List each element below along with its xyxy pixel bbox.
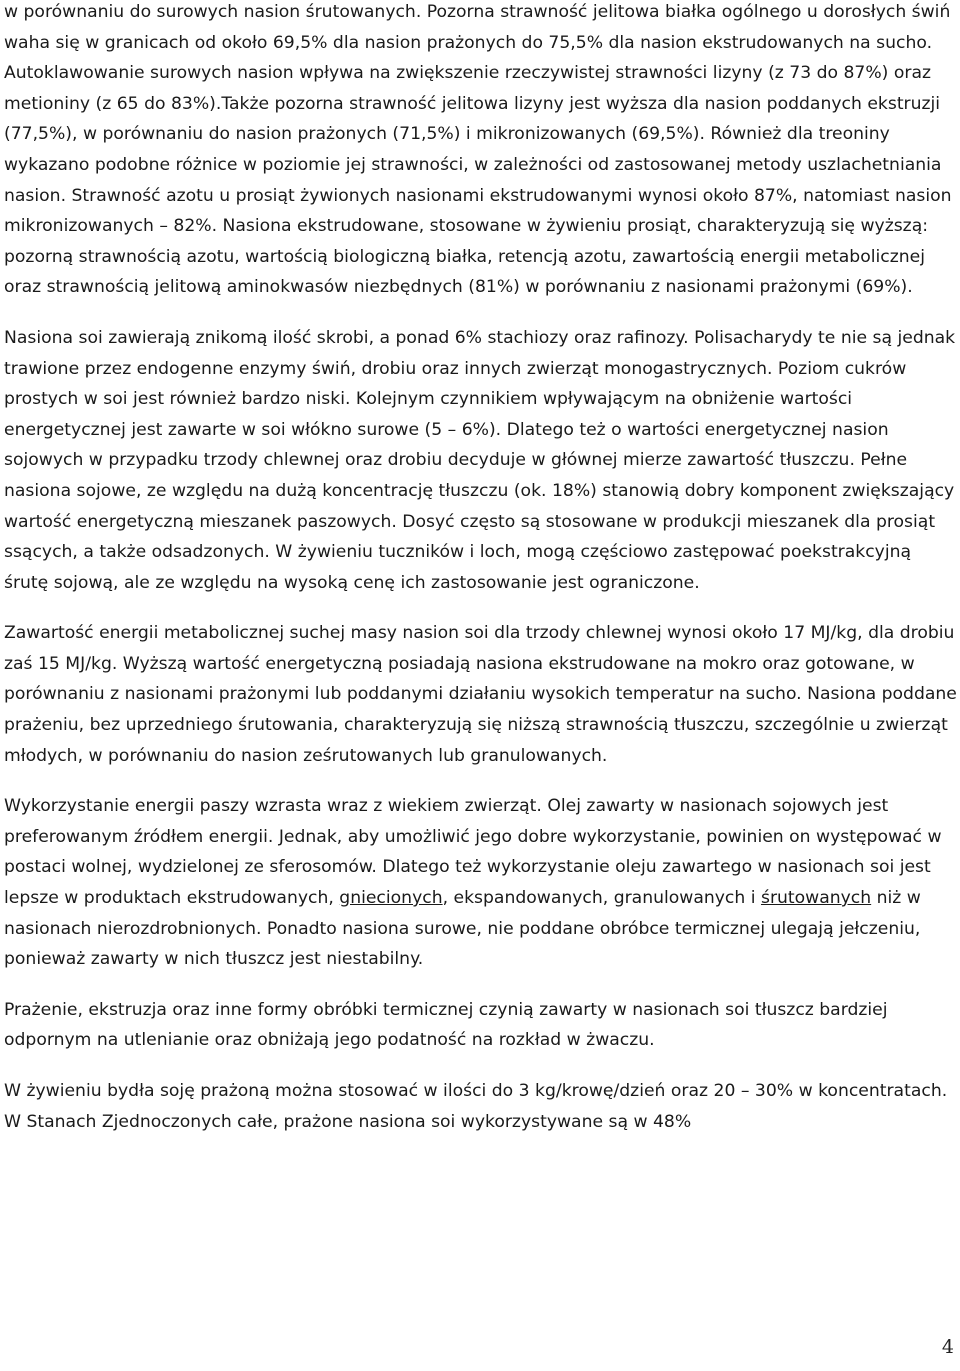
paragraph-metabolic-energy	[4, 618, 960, 771]
page-number: 4	[941, 1336, 954, 1359]
paragraph-text: Prażenie, ekstruzja oraz inne formy obróbki termicznej czynią zawarty w nasionach soi tłuszcz bardziej odpornym na utlenianie oraz obniżają jego podatność na rozkład w żwaczu.	[4, 999, 888, 1051]
paragraph-text: w porównaniu do surowych nasion śrutowanych. Pozorna strawność jelitowa białka ogólnego u dorosłych świń waha się w granicach od około 69,5% dla nasion prażonych do 75,5% dla nasion ekstrudowanych na sucho. Autoklawowanie surowych nasion wpływa na zwiększenie rzeczywistej strawności lizyny (z 73 do 87%) oraz metioniny (z 65 do 83%).	[4, 2, 951, 114]
paragraph-text: Także pozorna strawność jelitowa lizyny jest wyższa dla nasion poddanych ekstruzji (77,5%), w porównaniu do nasion prażonych (71,5%) i mikronizowanych (69,5%).	[4, 93, 941, 145]
paragraph-cattle-feeding	[4, 1076, 960, 1137]
paragraph-text: Nasiona soi zawierają znikomą ilość skrobi, a ponad 6% stachiozy oraz rafinozy. Polisacharydy te nie są jednak trawione przez endogenne enzymy świń, drobiu oraz innych zwierząt monogastrycznych. Poziom cukrów prostych w soi jest również bardzo niski. Kolejnym czynnikiem wpływającym na obniżenie wartości energetycznej jest zawarte w soi włókno surowe (5 – 6%). Dlatego też o wartości energetycznej nasion sojowych w przypadku trzody chlewnej oraz drobiu decyduje w głównej mierze zawartość tłuszczu. Pełne nasiona sojowe, ze względu na dużą koncentrację tłuszczu (ok. 18%) stanowią dobry komponent zwiększający wartość energetyczną mieszanek paszowych. Dosyć często są stosowane w produkcji mieszanek dla prosiąt ssących, a także odsadzonych. W żywieniu tuczników i loch, mogą częściowo zastępować poekstrakcyjną śrutę sojową, ale ze względu na wysoką cenę ich zastosowanie jest ograniczone.	[4, 327, 956, 593]
paragraph-carbohydrates	[4, 323, 960, 598]
paragraph-text: Również dla treoniny wykazano podobne różnice w poziomie jej strawności, w zależności od zastosowanej metody uszlachetniania nasion. Strawność azotu u prosiąt żywionych nasionami ekstrudowanymi wynosi około 87%, natomiast nasion mikronizowanych – 82%. Nasiona ekstrudowane, stosowane w żywieniu prosiąt, charakteryzują się wyższą: pozorną strawnością azotu, wartością biologiczną białka, retencją azotu, zawartością energii metabolicznej oraz strawnością jelitową aminokwasów niezbędnych (81%) w porównaniu z nasionami prażonymi (69%).	[4, 124, 952, 298]
paragraph-text: Wykorzystanie energii paszy wzrasta wraz z wiekiem zwierząt. Olej zawarty w nasionach sojowych jest preferowanym źródłem energii. Jednak, aby umożliwić jego dobre wykorzystanie, powinien on występować w postaci wolnej, wydzielonej ze sferosomów. Dlatego też wykorzystanie oleju zawartego w nasionach soi jest lepsze w produktach ekstrudowanych,	[4, 796, 942, 909]
paragraph-energy-utilization	[4, 791, 960, 975]
link-gniecionych[interactable]: gniecionych	[339, 888, 443, 909]
paragraph-thermal-treatment	[4, 995, 960, 1056]
link-srutowanych[interactable]: śrutowanych	[760, 888, 872, 909]
paragraph-text: W żywieniu bydła soję prażoną można stosować w ilości do 3 kg/krowę/dzień oraz 20 – 30% w koncentratach. W Stanach Zjednoczonych całe, prażone nasiona soi wykorzystywane są w 48%	[4, 1081, 948, 1132]
paragraph-text: Zawartość energii metabolicznej suchej masy nasion soi dla trzody chlewnej wynosi około 17 MJ/kg, dla drobiu zaś 15 MJ/kg. Wyższą wartość energetyczną posiadają nasiona ekstrudowane na mokro oraz gotowane, w porównaniu z nasionami prażonymi lub poddanymi działaniu wysokich temperatur na sucho. Nasiona poddane prażeniu, bez uprzedniego śrutowania, charakteryzują się niższą strawnością tłuszczu, szczególnie u zwierząt młodych, w porównaniu do nasion ześrutowanych lub granulowanych.	[4, 623, 957, 766]
paragraph-digestibility	[4, 0, 960, 303]
paragraph-text: niż w nasionach nierozdrobnionych. Ponadto nasiona surowe, nie poddane obróbce termicznej ulegają jełczeniu, ponieważ zawarty w nich tłuszcz jest niestabilny.	[4, 888, 921, 970]
paragraph-text: , ekspandowanych, granulowanych i	[442, 888, 761, 909]
